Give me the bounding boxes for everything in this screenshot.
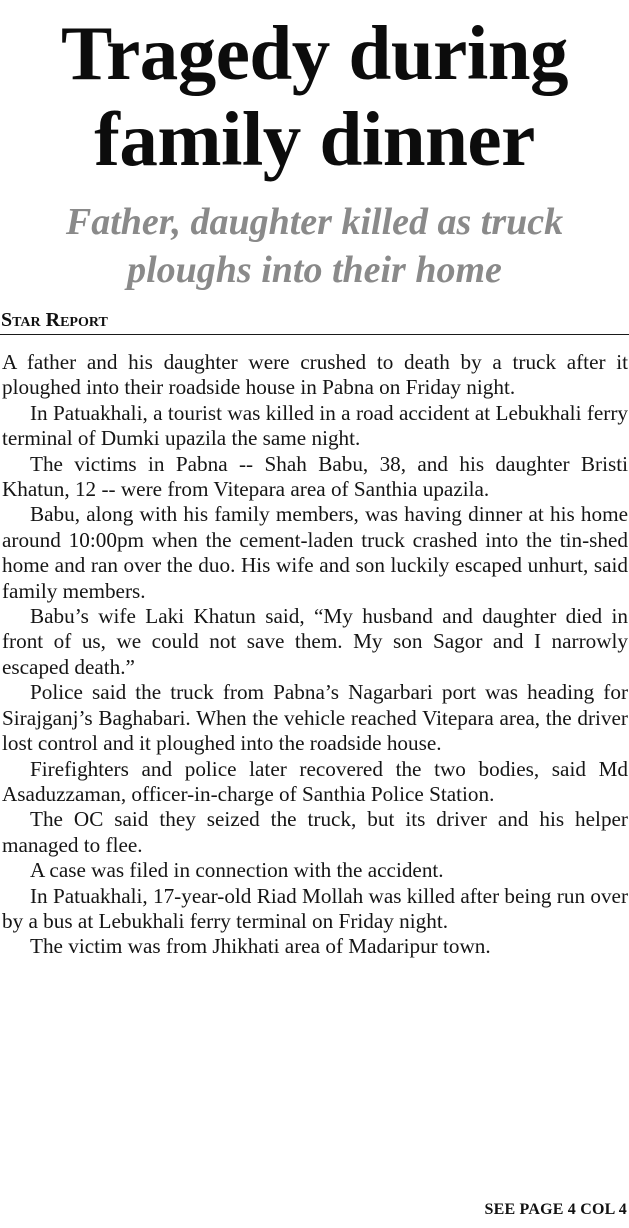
continuation-jump: SEE PAGE 4 COL 4 <box>484 1201 627 1218</box>
article-body <box>0 350 629 960</box>
paragraph: The OC said they seized the truck, but its driver and his helper managed to flee. <box>2 807 628 857</box>
paragraph: The victim was from Jhikhati area of Madaripur town. <box>30 934 491 959</box>
paragraph: A father and his daughter were crushed to death by a truck after it ploughed into their roadside house in Pabna on Friday night. <box>2 350 628 400</box>
paragraph: A case was filed in connection with the accident. <box>30 858 444 883</box>
subheadline: Father, daughter killed as truck ploughs into their home <box>65 201 564 291</box>
headline: Tragedy during family dinner <box>60 10 569 182</box>
paragraph: Police said the truck from Pabna’s Nagarbari port was heading for Sirajganj’s Baghabari. When the vehicle reached Vitepara area, the driver lost control and it ploughed into the roadside house. <box>2 680 628 756</box>
paragraph: Firefighters and police later recovered the two bodies, said Md Asaduzzaman, officer-in-charge of Santhia Police Station. <box>2 756 628 806</box>
byline: Star Report <box>1 309 108 331</box>
byline-divider <box>0 334 629 335</box>
paragraph: In Patuakhali, 17-year-old Riad Mollah was killed after being run over by a bus at Lebukhali ferry terminal on Friday night. <box>2 883 628 933</box>
paragraph: Babu, along with his family members, was having dinner at his home around 10:00pm when the cement-laden truck crashed into the tin-shed home and ran over the duo. His wife and son luckily escaped unhurt, said family members. <box>2 502 628 603</box>
paragraph: Babu’s wife Laki Khatun said, “My husband and daughter died in front of us, we could not save them. My son Sagor and I narrowly escaped death.” <box>2 604 628 679</box>
paragraph: The victims in Pabna -- Shah Babu, 38, and his daughter Bristi Khatun, 12 -- were from Vitepara area of Santhia upazila. <box>2 451 628 502</box>
paragraph: In Patuakhali, a tourist was killed in a road accident at Lebukhali ferry terminal of Dumki upazila the same night. <box>2 400 628 451</box>
